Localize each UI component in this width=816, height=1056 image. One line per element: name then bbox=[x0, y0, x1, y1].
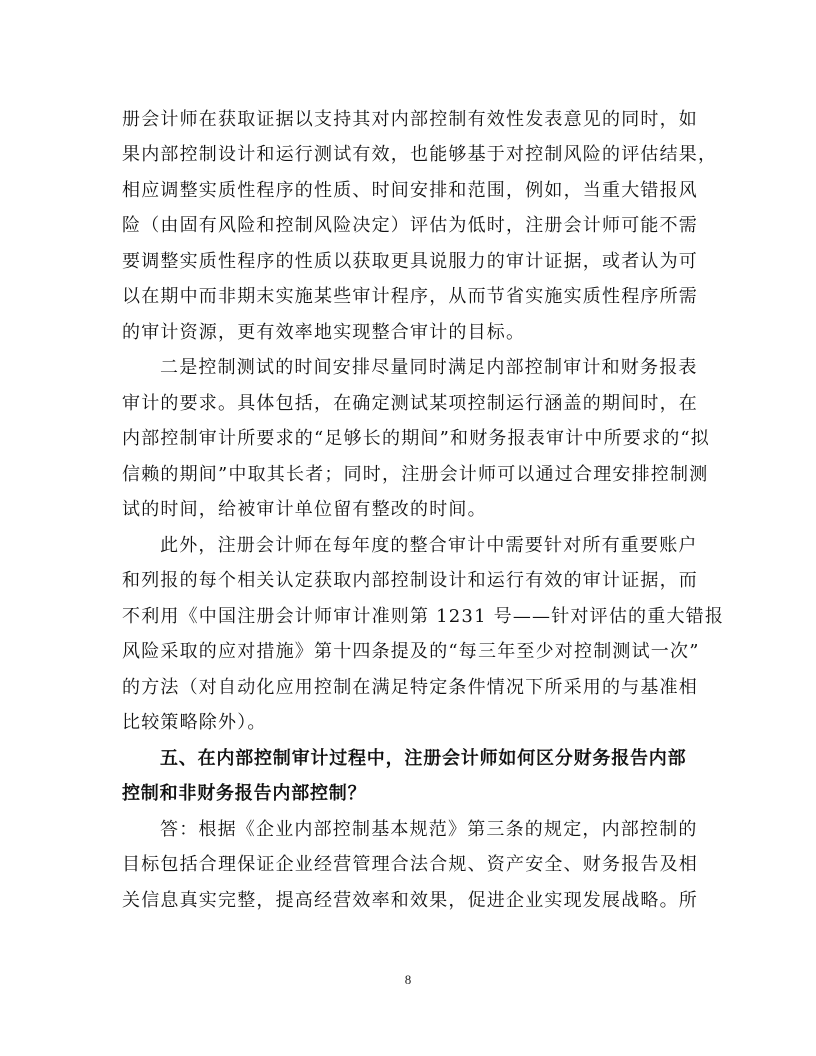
text-line: 不利用《中国注册会计师审计准则第 1231 号——针对评估的重大错报 bbox=[122, 606, 725, 627]
text-line: 的方法（对自动化应用控制在满足特定条件情况下所采用的与基准相 bbox=[122, 677, 698, 698]
text-line: 册会计师在获取证据以支持其对内部控制有效性发表意见的同时，如 bbox=[122, 109, 698, 130]
text-line: 试的时间，给被审计单位留有整改的时间。 bbox=[122, 499, 487, 520]
paragraph-first-line: 答：根据《企业内部控制基本规范》第三条的规定，内部控制的 bbox=[160, 819, 698, 840]
text-line: 关信息真实完整，提高经营效率和效果，促进企业实现发展战略。所 bbox=[122, 890, 698, 911]
text-line: 果内部控制设计和运行测试有效，也能够基于对控制风险的评估结果， bbox=[122, 144, 718, 165]
text-line: 和列报的每个相关认定获取内部控制设计和运行有效的审计证据，而 bbox=[122, 570, 698, 591]
text-line: 险（由固有风险和控制风险决定）评估为低时，注册会计师可能不需 bbox=[122, 215, 698, 236]
text-line: 比较策略除外）。 bbox=[122, 712, 267, 733]
text-line: 要调整实质性程序的性质以获取更具说服力的审计证据，或者认为可 bbox=[122, 251, 698, 272]
text-line: 相应调整实质性程序的性质、时间安排和范围，例如，当重大错报风 bbox=[122, 180, 698, 201]
section-heading: 五、在内部控制审计过程中，注册会计师如何区分财务报告内部 bbox=[160, 748, 687, 769]
paragraph-first-line: 此外，注册会计师在每年度的整合审计中需要针对所有重要账户 bbox=[160, 535, 698, 556]
page-number: 8 bbox=[404, 972, 412, 987]
text-line: 内部控制审计所要求的“足够长的期间”和财务报表审计中所要求的“拟 bbox=[122, 428, 711, 449]
text-line: 的审计资源，更有效率地实现整合审计的目标。 bbox=[122, 322, 526, 343]
text-line: 风险采取的应对措施》第十四条提及的“每三年至少对控制测试一次” bbox=[122, 641, 700, 662]
text-line: 审计的要求。具体包括，在确定测试某项控制运行涵盖的期间时，在 bbox=[122, 393, 698, 414]
text-line: 目标包括合理保证企业经营管理合法合规、资产安全、财务报告及相 bbox=[122, 854, 698, 875]
text-line: 以在期中而非期末实施某些审计程序，从而节省实施实质性程序所需 bbox=[122, 286, 698, 307]
text-line: 信赖的期间”中取其长者；同时，注册会计师可以通过合理安排控制测 bbox=[122, 464, 709, 485]
section-heading: 控制和非财务报告内部控制？ bbox=[122, 783, 367, 804]
paragraph-first-line: 二是控制测试的时间安排尽量同时满足内部控制审计和财务报表 bbox=[160, 357, 698, 378]
